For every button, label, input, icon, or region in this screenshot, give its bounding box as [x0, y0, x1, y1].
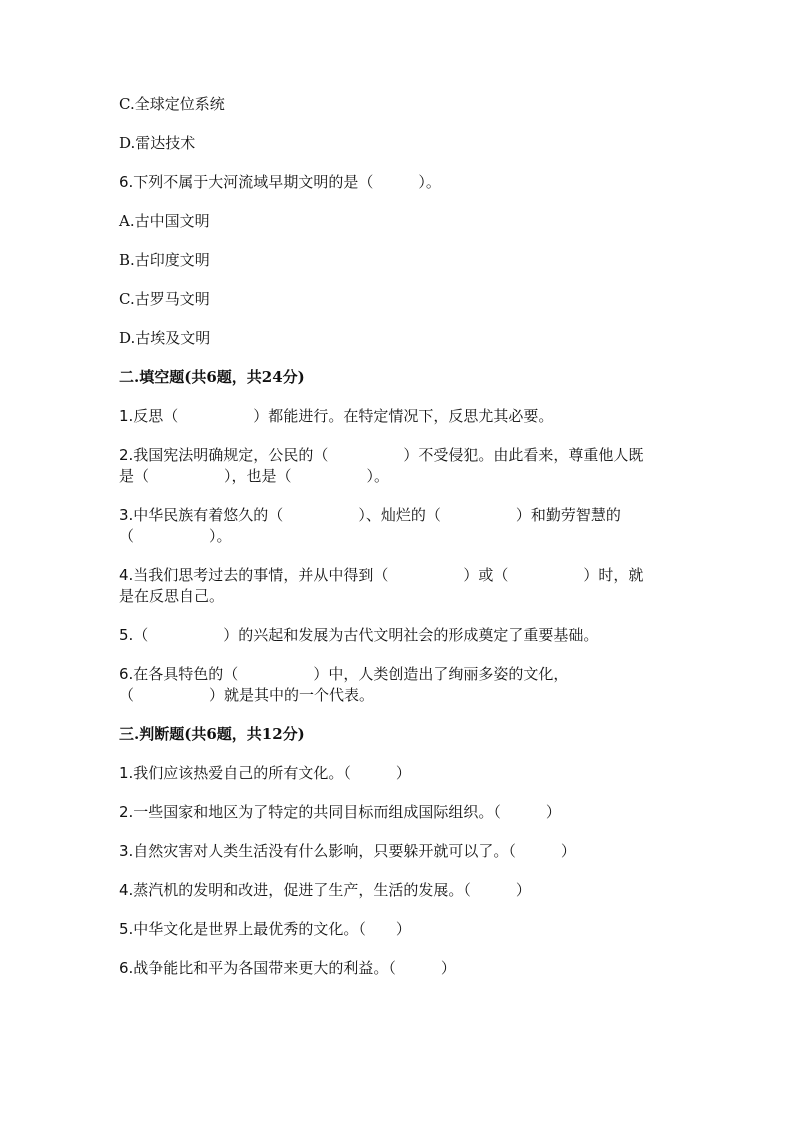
judge-question-4: 4.蒸汽机的发明和改进，促进了生产，生活的发展。（ ）: [119, 881, 531, 899]
judge-question-2: 2.一些国家和地区为了特定的共同目标而组成国际组织。（ ）: [119, 803, 561, 821]
fill-question-3-line-1: 3.中华民族有着悠久的（ ）、灿烂的（ ）和勤劳智慧的: [119, 506, 621, 524]
judge-question-3: 3.自然灾害对人类生活没有什么影响，只要躲开就可以了。（ ）: [119, 842, 576, 860]
fill-question-4-line-1: 4.当我们思考过去的事情，并从中得到（ ）或（ ）时，就: [119, 566, 644, 584]
fill-question-6-line-2: （ ）就是其中的一个代表。: [119, 686, 375, 704]
option-c: C.古罗马文明: [119, 290, 210, 308]
judge-question-5: 5.中华文化是世界上最优秀的文化。（ ）: [119, 920, 411, 938]
fill-question-1: 1.反思（ ）都能进行。在特定情况下，反思尤其必要。: [119, 407, 554, 425]
option-b: B.古印度文明: [119, 251, 210, 269]
fill-question-4-line-2: 是在反思自己。: [119, 587, 225, 605]
section-heading-true-false: 三.判断题(共6题，共12分): [119, 725, 305, 743]
option-c: C.全球定位系统: [119, 95, 225, 113]
fill-question-2-line-1: 2.我国宪法明确规定，公民的（ ）不受侵犯。由此看来，尊重他人既: [119, 446, 644, 464]
section-heading-fill-blank: 二.填空题(共6题，共24分): [119, 368, 305, 386]
judge-question-1: 1.我们应该热爱自己的所有文化。（ ）: [119, 764, 411, 782]
fill-question-3-line-2: （ ）。: [119, 527, 232, 545]
fill-question-2-line-2: 是（ ），也是（ ）。: [119, 467, 390, 485]
judge-question-6: 6.战争能比和平为各国带来更大的利益。（ ）: [119, 959, 456, 977]
option-d: D.雷达技术: [119, 134, 196, 152]
option-d: D.古埃及文明: [119, 329, 211, 347]
fill-question-5: 5.（ ）的兴起和发展为古代文明社会的形成奠定了重要基础。: [119, 626, 599, 644]
question-stem: 6.下列不属于大河流域早期文明的是（ ）。: [119, 173, 441, 191]
fill-question-6-line-1: 6.在各具特色的（ ）中，人类创造出了绚丽多姿的文化，: [119, 665, 569, 683]
option-a: A.古中国文明: [119, 212, 210, 230]
exam-page: [119, 94, 679, 979]
